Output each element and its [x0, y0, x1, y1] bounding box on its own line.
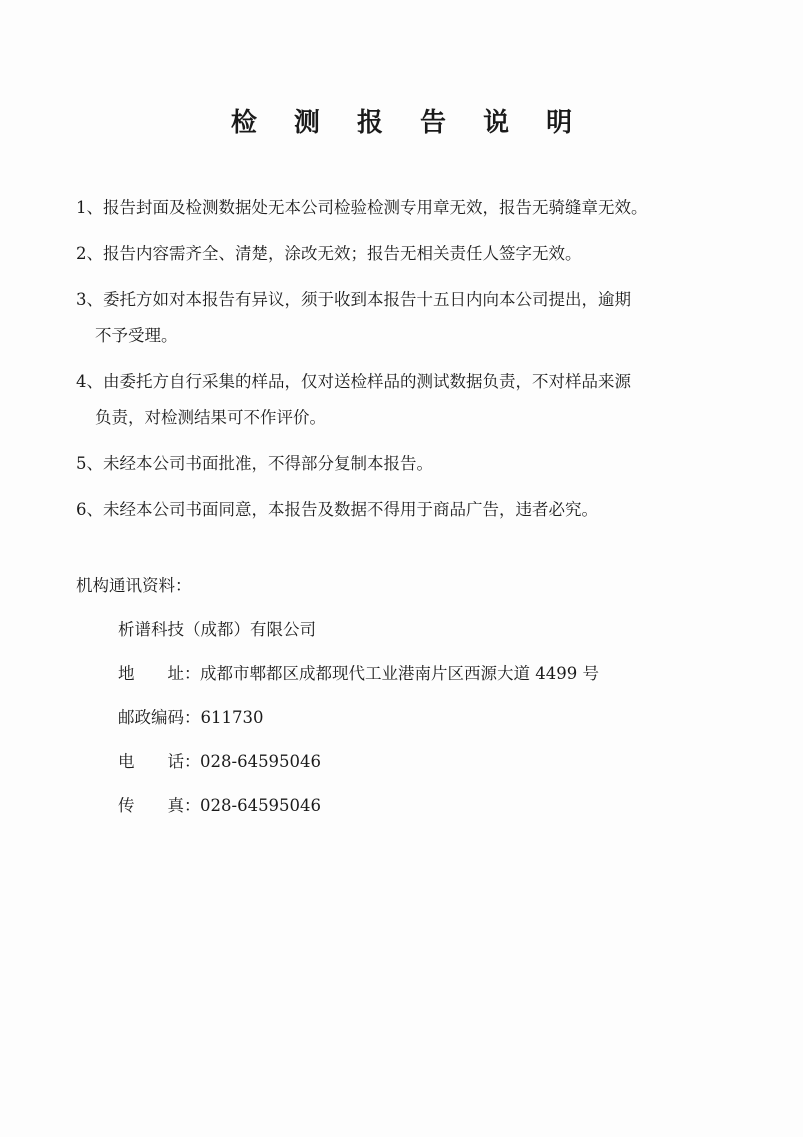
postcode-row	[76, 700, 736, 736]
phone-value: 028-64595046	[200, 752, 322, 771]
page-title: 检 测 报 告 说 明	[230, 108, 587, 138]
note-item-3	[76, 282, 736, 354]
phone-row	[76, 744, 736, 780]
phone-label: 电 话：	[118, 752, 201, 771]
note-line: 2、报告内容需齐全、清楚，涂改无效；报告无相关责任人签字无效。	[76, 244, 582, 263]
postcode-label: 邮政编码：	[118, 708, 201, 727]
note-item-1	[76, 190, 736, 226]
note-item-5	[76, 446, 736, 482]
note-line-continuation: 负责，对检测结果可不作评价。	[95, 408, 326, 427]
address-label: 地 址：	[118, 664, 201, 683]
postcode-value: 611730	[200, 708, 264, 727]
note-line: 3、委托方如对本报告有异议，须于收到本报告十五日内向本公司提出，逾期	[76, 290, 631, 309]
note-line: 5、未经本公司书面批准，不得部分复制本报告。	[76, 454, 433, 473]
contact-heading: 机构通讯资料：	[76, 576, 192, 595]
note-line: 1、报告封面及检测数据处无本公司检验检测专用章无效，报告无骑缝章无效。	[76, 198, 648, 217]
organization-name: 析谱科技（成都）有限公司	[118, 620, 316, 639]
fax-row	[76, 788, 736, 824]
note-item-2	[76, 236, 736, 272]
contact-info	[76, 568, 736, 832]
fax-value: 028-64595046	[200, 796, 322, 815]
note-item-6	[76, 492, 736, 528]
notes-list	[76, 190, 736, 538]
note-item-4	[76, 364, 736, 436]
fax-label: 传 真：	[118, 796, 201, 815]
note-line: 4、由委托方自行采集的样品，仅对送检样品的测试数据负责，不对样品来源	[76, 372, 631, 391]
note-line-continuation: 不予受理。	[95, 326, 178, 345]
address-value: 成都市郫都区成都现代工业港南片区西源大道 4499 号	[200, 664, 599, 683]
address-row	[76, 656, 736, 692]
note-line: 6、未经本公司书面同意，本报告及数据不得用于商品广告，违者必究。	[76, 500, 598, 519]
